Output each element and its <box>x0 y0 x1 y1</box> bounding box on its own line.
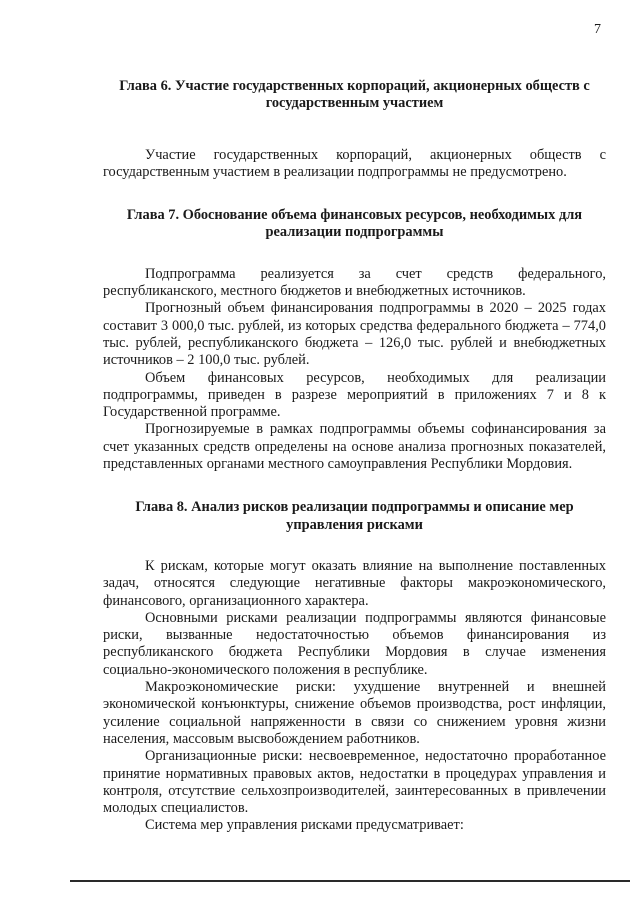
scan-bottom-edge <box>70 880 630 882</box>
chapter-8-paragraph-4: Организационные риски: несвоевременное, недостаточно проработанное принятие нормативных правовых актов, недостатки в процедурах управления и контроля, отсутствие сельхозпроизводителей, заинтересованных в привлечении молодых специалистов. <box>103 748 606 817</box>
chapter-8-paragraph-1: К рискам, которые могут оказать влияние на выполнение поставленных задач, относятся следующие негативные факторы макроэкономического, финансового, организационного характера. <box>103 557 606 609</box>
chapter-6-paragraph-1: Участие государственных корпораций, акционерных обществ с государственным участием в реализации подпрограммы не предусмотрено. <box>103 146 606 180</box>
chapter-7-paragraph-1: Подпрограмма реализуется за счет средств федерального, республиканского, местного бюджетов и внебюджетных источников. <box>103 265 606 300</box>
chapter-8-paragraph-5: Система мер управления рисками предусматривает: <box>145 817 464 834</box>
page-number: 7 <box>594 22 601 37</box>
chapter-8-heading: Глава 8. Анализ рисков реализации подпрограммы и описание мер управления рисками <box>135 499 574 533</box>
chapter-8-paragraph-3: Макроэкономические риски: ухудшение внутренней и внешней экономической конъюнктуры, снижение объемов производства, рост инфляции, усиление социальной напряженности в связи со снижением уровня жизни населения, массовым высвобождением работников. <box>103 679 606 747</box>
document-body <box>103 78 606 835</box>
chapter-7-paragraph-4: Прогнозируемые в рамках подпрограммы объемы софинансирования за счет указанных средств определены на основе анализа прогнозных показателей, представленных органами местного самоуправления Республики Мордовия. <box>103 421 606 473</box>
chapter-8-paragraph-2: Основными рисками реализации подпрограммы являются финансовые риски, вызванные недостаточностью объемов финансирования из республиканского бюджета Республики Мордовия в случае изменения социально-экономического положения в республике. <box>103 609 606 678</box>
chapter-7-heading: Глава 7. Обоснование объема финансовых ресурсов, необходимых для реализации подпрограммы <box>126 207 583 241</box>
chapter-6-heading: Глава 6. Участие государственных корпораций, акционерных обществ с государственным участием <box>119 78 590 112</box>
chapter-7-paragraph-2: Прогнозный объем финансирования подпрограммы в 2020 – 2025 годах составит 3 000,0 тыс. рублей, из которых средства федерального бюджета – 774,0 тыс. рублей, республиканского бюджета – 126,0 тыс. рублей и внебюджетных источников – 2 100,0 тыс. рублей. <box>103 300 606 369</box>
chapter-7-paragraph-3: Объем финансовых ресурсов, необходимых для реализации подпрограммы, приведен в разрезе мероприятий в приложениях 7 и 8 к Государственной программе. <box>103 369 606 421</box>
